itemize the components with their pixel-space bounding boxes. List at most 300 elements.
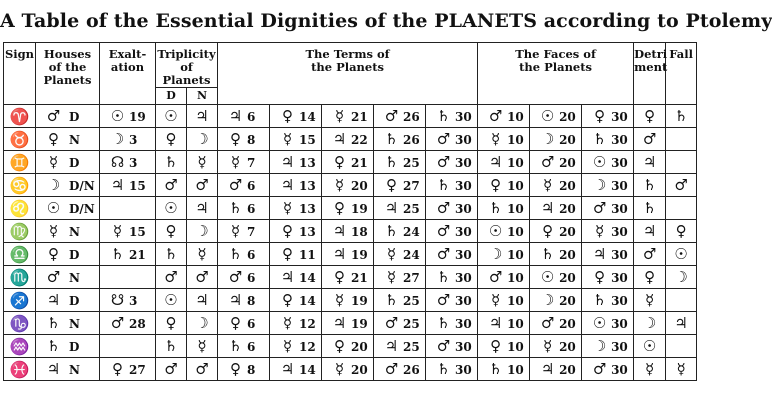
- term-planet-glyph: ♄: [228, 199, 243, 217]
- face-degree: 30: [611, 340, 628, 354]
- face-planet-glyph: ♄: [592, 291, 607, 309]
- face-planet-glyph: ♃: [540, 360, 555, 378]
- term-degree: 7: [247, 156, 256, 170]
- triplicity-day-glyph: ♄: [164, 245, 178, 263]
- fall-cell: [666, 105, 697, 128]
- term-planet-glyph: ♃: [332, 130, 347, 148]
- exaltation-glyph: ☊: [110, 153, 125, 171]
- term-degree: 30: [455, 363, 472, 377]
- triplicity-day-glyph: ♄: [164, 337, 178, 355]
- detriment-glyph: ☿: [644, 360, 655, 378]
- term-degree: 14: [299, 294, 316, 308]
- header-faces: [478, 43, 634, 105]
- face-planet-glyph: ☿: [490, 291, 501, 309]
- face-planet-glyph: ☉: [592, 314, 607, 332]
- term-cell: [218, 335, 270, 358]
- term-cell: [426, 358, 478, 381]
- face-planet-glyph: ☽: [592, 176, 607, 194]
- term-planet-glyph: ♄: [436, 314, 451, 332]
- term-degree: 25: [403, 317, 420, 331]
- face-planet-glyph: ♃: [592, 245, 607, 263]
- exaltation-degree: 15: [129, 179, 146, 193]
- term-planet-glyph: ♀: [282, 291, 293, 309]
- triplicity-night-glyph: ☿: [197, 337, 207, 355]
- house-sect: N: [69, 271, 80, 285]
- triplicity-day-glyph: ♀: [165, 130, 177, 148]
- exaltation-glyph: ♃: [110, 176, 125, 194]
- term-planet-glyph: ☿: [282, 314, 293, 332]
- term-degree: 18: [351, 225, 368, 239]
- header-triplicity-night: N: [187, 88, 218, 105]
- triplicity-day-cell: [156, 312, 187, 335]
- face-cell: [530, 312, 582, 335]
- dignities-table: [3, 42, 697, 381]
- sign-glyph: ♉: [4, 128, 36, 151]
- term-degree: 14: [299, 363, 316, 377]
- triplicity-day-glyph: ♀: [165, 222, 177, 240]
- term-degree: 6: [247, 271, 256, 285]
- exaltation-cell: [100, 128, 156, 151]
- term-degree: 24: [403, 248, 420, 262]
- table-row: [4, 128, 697, 151]
- face-degree: 20: [559, 363, 576, 377]
- term-planet-glyph: ♀: [282, 245, 293, 263]
- detriment-glyph: ♄: [642, 176, 657, 194]
- term-planet-glyph: ♂: [436, 199, 451, 217]
- term-cell: [322, 197, 374, 220]
- face-planet-glyph: ☽: [592, 337, 607, 355]
- triplicity-night-glyph: ♂: [195, 360, 209, 378]
- face-planet-glyph: ♃: [488, 314, 503, 332]
- face-degree: 10: [507, 271, 524, 285]
- term-cell: [426, 335, 478, 358]
- face-planet-glyph: ☽: [540, 130, 555, 148]
- face-cell: [582, 289, 634, 312]
- face-planet-glyph: ♂: [488, 268, 503, 286]
- house-ruler-glyph: ☿: [48, 222, 59, 240]
- table-row: [4, 335, 697, 358]
- triplicity-night-cell: [187, 174, 218, 197]
- detriment-cell: [634, 335, 666, 358]
- term-degree: 27: [403, 179, 420, 193]
- term-cell: [426, 197, 478, 220]
- detriment-cell: [634, 358, 666, 381]
- face-degree: 20: [559, 156, 576, 170]
- triplicity-night-cell: [187, 335, 218, 358]
- fall-cell: [666, 128, 697, 151]
- term-cell: [218, 128, 270, 151]
- detriment-glyph: ♀: [644, 107, 656, 125]
- sign-glyph: ♌: [4, 197, 36, 220]
- exaltation-glyph: ☽: [110, 130, 125, 148]
- house-cell: [36, 151, 100, 174]
- term-planet-glyph: ♀: [282, 107, 293, 125]
- term-cell: [374, 128, 426, 151]
- header-terms-label: The Terms of the Planets: [305, 47, 390, 74]
- face-cell: [530, 105, 582, 128]
- detriment-cell: [634, 289, 666, 312]
- detriment-cell: [634, 197, 666, 220]
- face-degree: 10: [507, 317, 524, 331]
- house-cell: [36, 312, 100, 335]
- triplicity-night-cell: [187, 358, 218, 381]
- face-planet-glyph: ♀: [542, 222, 554, 240]
- face-degree: 30: [611, 317, 628, 331]
- triplicity-day-glyph: ♂: [164, 360, 178, 378]
- fall-cell: [666, 243, 697, 266]
- exaltation-glyph: ♄: [110, 245, 125, 263]
- term-planet-glyph: ♃: [332, 314, 347, 332]
- triplicity-night-cell: [187, 312, 218, 335]
- term-planet-glyph: ☿: [230, 153, 241, 171]
- triplicity-night-glyph: ☽: [195, 314, 209, 332]
- term-planet-glyph: ♂: [436, 291, 451, 309]
- face-degree: 10: [507, 340, 524, 354]
- term-degree: 21: [351, 110, 368, 124]
- term-planet-glyph: ☿: [282, 130, 293, 148]
- face-cell: [530, 243, 582, 266]
- fall-cell: [666, 312, 697, 335]
- triplicity-day-glyph: ♂: [164, 268, 178, 286]
- face-degree: 20: [559, 294, 576, 308]
- triplicity-night-glyph: ☿: [197, 153, 207, 171]
- term-planet-glyph: ♃: [384, 199, 399, 217]
- fall-glyph: ♂: [674, 176, 688, 194]
- face-degree: 20: [559, 271, 576, 285]
- house-cell: [36, 358, 100, 381]
- face-planet-glyph: ♄: [540, 245, 555, 263]
- face-planet-glyph: ♂: [592, 199, 607, 217]
- term-cell: [270, 243, 322, 266]
- term-degree: 19: [351, 202, 368, 216]
- term-degree: 12: [299, 317, 316, 331]
- triplicity-day-cell: [156, 358, 187, 381]
- detriment-glyph: ♃: [642, 222, 657, 240]
- detriment-cell: [634, 174, 666, 197]
- sign-glyph: ♍: [4, 220, 36, 243]
- detriment-glyph: ☿: [644, 291, 655, 309]
- triplicity-day-glyph: ♂: [164, 176, 178, 194]
- exaltation-glyph: ☿: [112, 222, 123, 240]
- term-degree: 21: [351, 271, 368, 285]
- header-detriment-label: Detri ment: [634, 47, 668, 74]
- term-degree: 30: [455, 225, 472, 239]
- term-degree: 30: [455, 317, 472, 331]
- term-degree: 30: [455, 271, 472, 285]
- term-degree: 30: [455, 294, 472, 308]
- term-planet-glyph: ♃: [280, 360, 295, 378]
- face-planet-glyph: ☿: [542, 337, 553, 355]
- exaltation-degree: 3: [129, 156, 138, 170]
- term-cell: [374, 220, 426, 243]
- face-degree: 20: [559, 133, 576, 147]
- triplicity-day-cell: [156, 197, 187, 220]
- term-planet-glyph: ♀: [334, 268, 345, 286]
- table-row: [4, 174, 697, 197]
- fall-glyph: ☽: [674, 268, 688, 286]
- triplicity-day-glyph: ☉: [164, 107, 178, 125]
- term-degree: 6: [247, 110, 256, 124]
- term-cell: [270, 151, 322, 174]
- house-ruler-glyph: ☿: [48, 153, 59, 171]
- fall-glyph: ♃: [674, 314, 688, 332]
- detriment-cell: [634, 128, 666, 151]
- face-cell: [478, 312, 530, 335]
- face-planet-glyph: ☉: [540, 268, 555, 286]
- term-planet-glyph: ♀: [282, 222, 293, 240]
- term-degree: 27: [403, 271, 420, 285]
- term-degree: 13: [299, 156, 316, 170]
- sign-glyph: ♊: [4, 151, 36, 174]
- triplicity-day-cell: [156, 335, 187, 358]
- house-cell: [36, 243, 100, 266]
- house-sect: N: [69, 133, 80, 147]
- sign-glyph: ♏: [4, 266, 36, 289]
- face-degree: 20: [559, 179, 576, 193]
- term-planet-glyph: ♀: [334, 337, 345, 355]
- term-planet-glyph: ♂: [384, 314, 399, 332]
- term-degree: 26: [403, 133, 420, 147]
- header-triplicity: [156, 43, 218, 88]
- detriment-cell: [634, 220, 666, 243]
- term-cell: [218, 197, 270, 220]
- term-cell: [374, 105, 426, 128]
- term-planet-glyph: ♀: [230, 314, 241, 332]
- table-row: [4, 105, 697, 128]
- face-degree: 30: [611, 294, 628, 308]
- face-planet-glyph: ☿: [594, 222, 605, 240]
- term-cell: [218, 105, 270, 128]
- triplicity-day-cell: [156, 289, 187, 312]
- triplicity-night-glyph: ☽: [195, 130, 209, 148]
- term-planet-glyph: ♄: [384, 222, 399, 240]
- fall-cell: [666, 266, 697, 289]
- term-degree: 21: [351, 156, 368, 170]
- house-cell: [36, 197, 100, 220]
- face-degree: 10: [507, 363, 524, 377]
- house-ruler-glyph: ♄: [46, 337, 61, 355]
- term-degree: 25: [403, 156, 420, 170]
- term-planet-glyph: ☿: [334, 360, 345, 378]
- page-title: A Table of the Essential Dignities of the PLANETS according to Ptolemy: [0, 10, 772, 32]
- term-degree: 24: [403, 225, 420, 239]
- table-row: [4, 151, 697, 174]
- term-degree: 6: [247, 340, 256, 354]
- term-cell: [270, 289, 322, 312]
- triplicity-night-cell: [187, 243, 218, 266]
- triplicity-night-glyph: ♂: [195, 176, 209, 194]
- exaltation-degree: 3: [129, 294, 138, 308]
- house-sect: D: [69, 156, 80, 170]
- face-planet-glyph: ♂: [540, 314, 555, 332]
- exaltation-cell: [100, 220, 156, 243]
- triplicity-day-glyph: ☉: [164, 291, 178, 309]
- term-cell: [374, 197, 426, 220]
- face-planet-glyph: ♀: [594, 107, 606, 125]
- face-cell: [530, 335, 582, 358]
- house-ruler-glyph: ♀: [48, 245, 59, 263]
- term-cell: [270, 358, 322, 381]
- face-cell: [478, 266, 530, 289]
- term-cell: [218, 358, 270, 381]
- face-degree: 10: [507, 179, 524, 193]
- detriment-cell: [634, 266, 666, 289]
- exaltation-cell: [100, 289, 156, 312]
- term-cell: [426, 243, 478, 266]
- face-cell: [582, 151, 634, 174]
- sign-glyph: ♈: [4, 105, 36, 128]
- header-triplicity-label: Triplicity of Planets: [157, 47, 216, 87]
- exaltation-glyph: ☉: [110, 107, 125, 125]
- term-cell: [322, 243, 374, 266]
- term-planet-glyph: ♄: [384, 291, 399, 309]
- triplicity-night-cell: [187, 220, 218, 243]
- exaltation-degree: 27: [129, 363, 146, 377]
- exaltation-cell: [100, 358, 156, 381]
- term-planet-glyph: ☿: [282, 199, 293, 217]
- face-planet-glyph: ♄: [488, 360, 503, 378]
- sign-glyph: ♋: [4, 174, 36, 197]
- detriment-glyph: ♄: [642, 199, 657, 217]
- term-degree: 6: [247, 179, 256, 193]
- term-cell: [322, 335, 374, 358]
- triplicity-night-cell: [187, 151, 218, 174]
- face-planet-glyph: ☽: [540, 291, 555, 309]
- term-degree: 14: [299, 271, 316, 285]
- face-planet-glyph: ♃: [488, 153, 503, 171]
- term-degree: 11: [299, 248, 316, 262]
- term-planet-glyph: ♂: [436, 222, 451, 240]
- term-cell: [218, 266, 270, 289]
- face-degree: 20: [559, 202, 576, 216]
- term-cell: [374, 289, 426, 312]
- term-cell: [218, 312, 270, 335]
- term-degree: 6: [247, 317, 256, 331]
- house-ruler-glyph: ♂: [46, 107, 61, 125]
- fall-glyph: ♄: [674, 107, 688, 125]
- house-cell: [36, 105, 100, 128]
- face-planet-glyph: ♂: [540, 153, 555, 171]
- exaltation-cell: [100, 105, 156, 128]
- sign-glyph: ♐: [4, 289, 36, 312]
- detriment-glyph: ♂: [642, 245, 657, 263]
- triplicity-night-glyph: ♃: [195, 107, 209, 125]
- term-cell: [218, 220, 270, 243]
- term-cell: [374, 266, 426, 289]
- term-planet-glyph: ♄: [384, 153, 399, 171]
- face-planet-glyph: ♄: [592, 130, 607, 148]
- fall-cell: [666, 335, 697, 358]
- triplicity-night-glyph: ☿: [197, 245, 207, 263]
- face-cell: [530, 151, 582, 174]
- face-cell: [582, 358, 634, 381]
- face-degree: 30: [611, 202, 628, 216]
- header-fall: Fall: [666, 43, 697, 105]
- term-cell: [322, 151, 374, 174]
- exaltation-glyph: ☋: [110, 291, 125, 309]
- term-cell: [218, 174, 270, 197]
- term-cell: [322, 220, 374, 243]
- face-cell: [582, 105, 634, 128]
- face-degree: 20: [559, 317, 576, 331]
- term-cell: [218, 289, 270, 312]
- term-degree: 25: [403, 340, 420, 354]
- term-cell: [322, 312, 374, 335]
- face-degree: 10: [507, 248, 524, 262]
- term-planet-glyph: ♂: [228, 268, 243, 286]
- face-cell: [530, 174, 582, 197]
- house-ruler-glyph: ♀: [48, 130, 59, 148]
- house-sect: N: [69, 225, 80, 239]
- term-planet-glyph: ♄: [228, 337, 243, 355]
- triplicity-day-cell: [156, 128, 187, 151]
- face-planet-glyph: ♃: [540, 199, 555, 217]
- face-degree: 30: [611, 363, 628, 377]
- face-degree: 30: [611, 133, 628, 147]
- exaltation-cell: [100, 151, 156, 174]
- detriment-cell: [634, 243, 666, 266]
- detriment-glyph: ☽: [642, 314, 657, 332]
- face-cell: [478, 174, 530, 197]
- face-degree: 30: [611, 225, 628, 239]
- house-ruler-glyph: ☽: [46, 176, 61, 194]
- face-cell: [478, 358, 530, 381]
- term-cell: [322, 358, 374, 381]
- header-sign: Sign: [4, 43, 36, 105]
- term-degree: 20: [351, 340, 368, 354]
- term-degree: 13: [299, 202, 316, 216]
- term-planet-glyph: ♃: [332, 245, 347, 263]
- exaltation-cell: [100, 174, 156, 197]
- table-row: [4, 289, 697, 312]
- face-planet-glyph: ♂: [488, 107, 503, 125]
- fall-glyph: ☉: [674, 245, 688, 263]
- face-degree: 10: [507, 202, 524, 216]
- face-planet-glyph: ☿: [490, 130, 501, 148]
- header-faces-label: The Faces of the Planets: [515, 47, 596, 74]
- term-degree: 26: [403, 363, 420, 377]
- house-cell: [36, 220, 100, 243]
- face-cell: [582, 335, 634, 358]
- term-degree: 15: [299, 133, 316, 147]
- face-planet-glyph: ♀: [594, 268, 606, 286]
- term-degree: 30: [455, 179, 472, 193]
- term-planet-glyph: ♂: [436, 337, 451, 355]
- term-degree: 30: [455, 340, 472, 354]
- term-cell: [322, 128, 374, 151]
- triplicity-night-glyph: ☽: [195, 222, 209, 240]
- term-cell: [374, 335, 426, 358]
- house-ruler-glyph: ♄: [46, 314, 61, 332]
- term-planet-glyph: ♀: [334, 153, 345, 171]
- term-cell: [374, 358, 426, 381]
- fall-glyph: ☿: [676, 360, 686, 378]
- term-cell: [374, 243, 426, 266]
- fall-cell: [666, 358, 697, 381]
- term-cell: [218, 151, 270, 174]
- term-cell: [270, 220, 322, 243]
- house-ruler-glyph: ♂: [46, 268, 61, 286]
- face-planet-glyph: ♂: [592, 360, 607, 378]
- term-planet-glyph: ☿: [386, 245, 397, 263]
- term-cell: [270, 105, 322, 128]
- table-row: [4, 358, 697, 381]
- house-sect: D: [69, 294, 80, 308]
- face-degree: 10: [507, 294, 524, 308]
- detriment-glyph: ♂: [642, 130, 657, 148]
- fall-cell: [666, 220, 697, 243]
- face-cell: [530, 128, 582, 151]
